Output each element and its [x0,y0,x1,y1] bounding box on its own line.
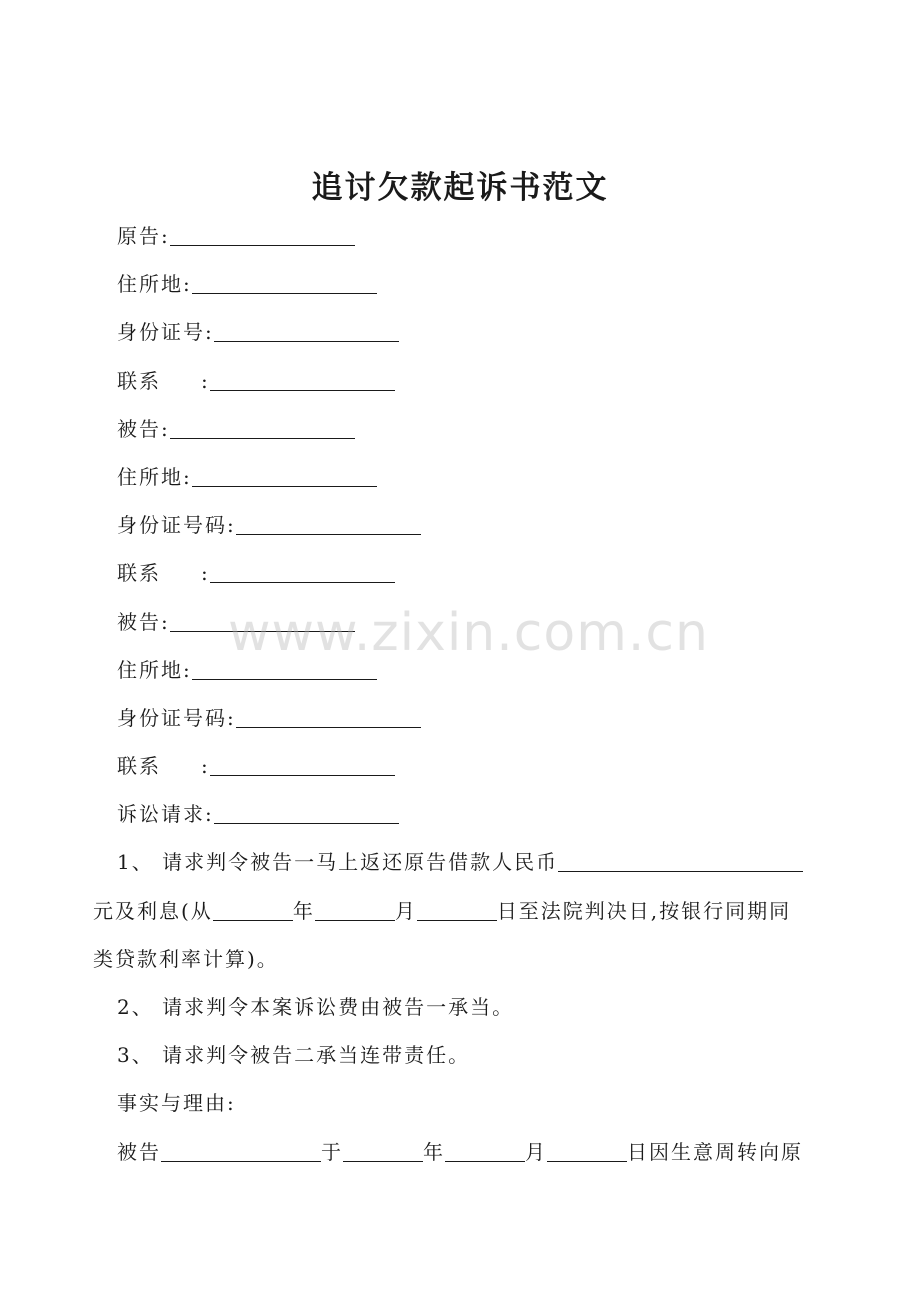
claim3-line [93,1031,828,1079]
contact-colon: : [201,368,210,393]
plaintiff-line [93,212,828,260]
contact-label: 联系 [117,561,161,586]
claims-label: 诉讼请求: [117,802,214,827]
month-label: 月 [394,898,417,923]
id-code-blank [236,514,421,535]
facts-label: 事实与理由: [117,1091,236,1116]
plaintiff-id-line [93,308,828,356]
defendant-name-blank [161,1141,321,1162]
id-label: 身份证号: [117,320,214,345]
defendant1-id-line [93,501,828,549]
defendant-blank [170,611,355,632]
document-title: 追讨欠款起诉书范文 [311,170,609,206]
contact-colon: : [201,561,210,586]
address-blank [192,273,377,294]
document-body [93,212,828,1176]
month-blank [315,900,395,921]
contact-blank [210,370,395,391]
claims-heading-line [93,790,828,838]
defendant2-address-line [93,646,828,694]
year-blank [343,1141,423,1162]
plaintiff-contact-line [93,357,828,405]
claim2-line [93,983,828,1031]
address-blank [192,466,377,487]
plaintiff-blank [170,225,355,246]
amount-blank [558,851,803,872]
address-label: 住所地: [117,272,192,297]
watermark: www.zixin.com.cn [228,603,709,663]
id-code-label: 身份证号码: [117,705,236,730]
defendant-label: 被告: [117,416,170,441]
claim3-text: 3、 请求判令被告二承当连带责任。 [117,1043,471,1068]
contact-label: 联系 [117,754,161,779]
claim1-text: 1、 请求判令被告一马上返还原告借款人民币 [117,850,559,875]
facts-heading-line [93,1079,828,1127]
defendant-blank [170,418,355,439]
address-label: 住所地: [117,464,192,489]
defendant2-id-line [93,694,828,742]
contact-label: 联系 [117,368,161,393]
month-blank [445,1141,525,1162]
claim1-cont-b: 日至法院判决日,按银行同期同 [496,898,792,923]
defendant1-contact-line [93,549,828,597]
year-label: 年 [292,898,315,923]
defendant1-line [93,405,828,453]
contact-blank [210,562,395,583]
year-label: 年 [423,1139,445,1164]
day-blank [417,900,497,921]
id-code-label: 身份证号码: [117,513,236,538]
contact-blank [210,755,395,776]
claim1-cont-a: 元及利息(从 [93,898,213,923]
claim1-line [93,838,828,886]
day-blank [547,1141,627,1162]
id-blank [214,321,399,342]
claim1-continuation-line [93,887,828,935]
claim2-text: 2、 请求判令本案诉讼费由被告一承当。 [117,995,515,1019]
facts-tail: 日因生意周转向原 [627,1139,803,1164]
defendant2-contact-line [93,742,828,790]
claim1-end-line [93,935,828,983]
address-label: 住所地: [117,657,192,682]
facts-line [93,1128,828,1176]
claims-blank [214,803,399,824]
facts-defendant: 被告 [117,1139,161,1164]
contact-colon: : [201,754,210,779]
plaintiff-address-line [93,260,828,308]
month-label: 月 [525,1139,547,1164]
plaintiff-label: 原告: [117,224,170,248]
id-code-blank [236,707,421,728]
facts-at: 于 [321,1139,343,1164]
defendant1-address-line [93,453,828,501]
defendant2-line [93,598,828,646]
year-blank [213,900,293,921]
address-blank [192,659,377,680]
claim1-cont-c: 类贷款利率计算)。 [93,946,279,971]
defendant-label: 被告: [117,609,170,634]
